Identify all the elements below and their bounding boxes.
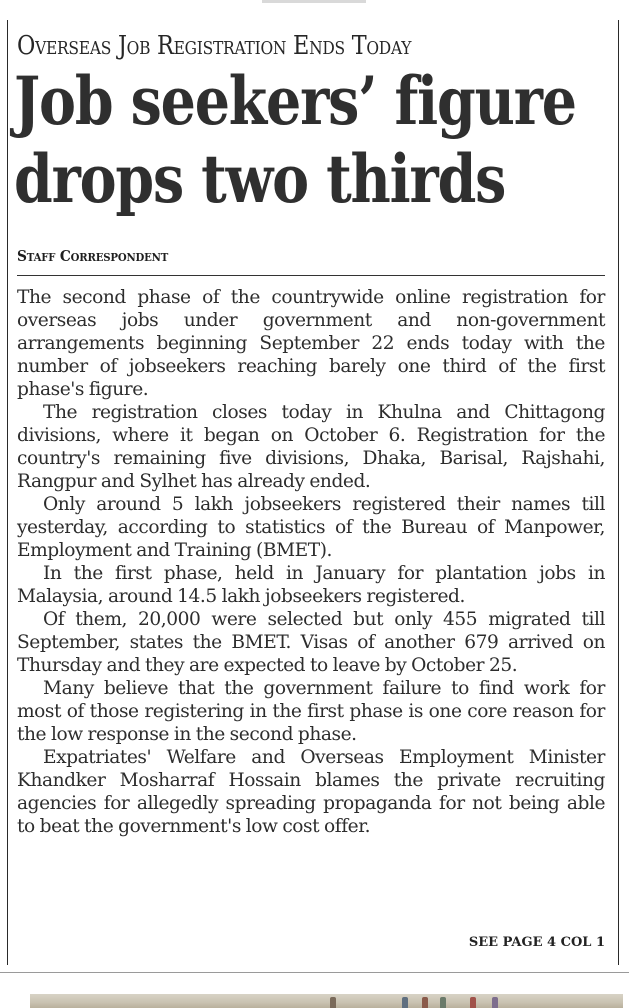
headline-line-1: Job seekers’ figure xyxy=(14,62,576,140)
bottom-divider xyxy=(0,972,629,973)
paragraph-6: Many believe that the government failure to find work for most of those registering in the first phase is one core reason for the low response in the second phase. xyxy=(17,678,605,745)
byline: Staff Correspondent xyxy=(17,247,169,265)
paragraph-2: The registration closes today in Khulna and Chittagong divisions, where it began on October 6. Registration for the country's remaining five divisions, Dhaka, Barisal, Rajshahi, Rangpur and Sylhet has already ended. xyxy=(17,402,605,492)
paragraph-1: The second phase of the countrywide online registration for overseas jobs under government and non-government arrangements beginning September 22 ends today with the number of jobseekers reaching barely one third of the first phase's figure. xyxy=(17,287,605,400)
paragraph-7: Expatriates' Welfare and Overseas Employment Minister Khandker Mosharraf Hossain blames the private recruiting agencies for allegedly spreading propaganda for not being able to beat the government's low cost offer. xyxy=(17,747,605,837)
continuation-link[interactable]: SEE PAGE 4 COL 1 xyxy=(468,935,605,950)
top-edge-rule xyxy=(262,0,366,3)
article-body xyxy=(17,286,605,838)
photo-figure xyxy=(440,997,446,1008)
paragraph-4: In the first phase, held in January for plantation jobs in Malaysia, around 14.5 lakh jobseekers registered. xyxy=(17,563,605,607)
photo-figure xyxy=(470,997,476,1008)
photo-figure xyxy=(422,997,428,1008)
headline-line-2: drops two thirds xyxy=(14,140,506,218)
photo-figure xyxy=(330,997,336,1008)
article-headline xyxy=(14,62,576,218)
adjacent-photo-edge xyxy=(30,994,623,1008)
paragraph-5: Of them, 20,000 were selected but only 455 migrated till September, states the BMET. Visas of another 679 arrived on Thursday and they are expected to leave by October 25. xyxy=(17,609,605,676)
photo-figure xyxy=(402,997,408,1008)
photo-figure xyxy=(492,997,498,1008)
article-kicker: Overseas Job Registration Ends Today xyxy=(17,31,412,61)
byline-divider xyxy=(17,275,605,276)
paragraph-3: Only around 5 lakh jobseekers registered their names till yesterday, according to statistics of the Bureau of Manpower, Employment and Training (BMET). xyxy=(17,494,605,561)
